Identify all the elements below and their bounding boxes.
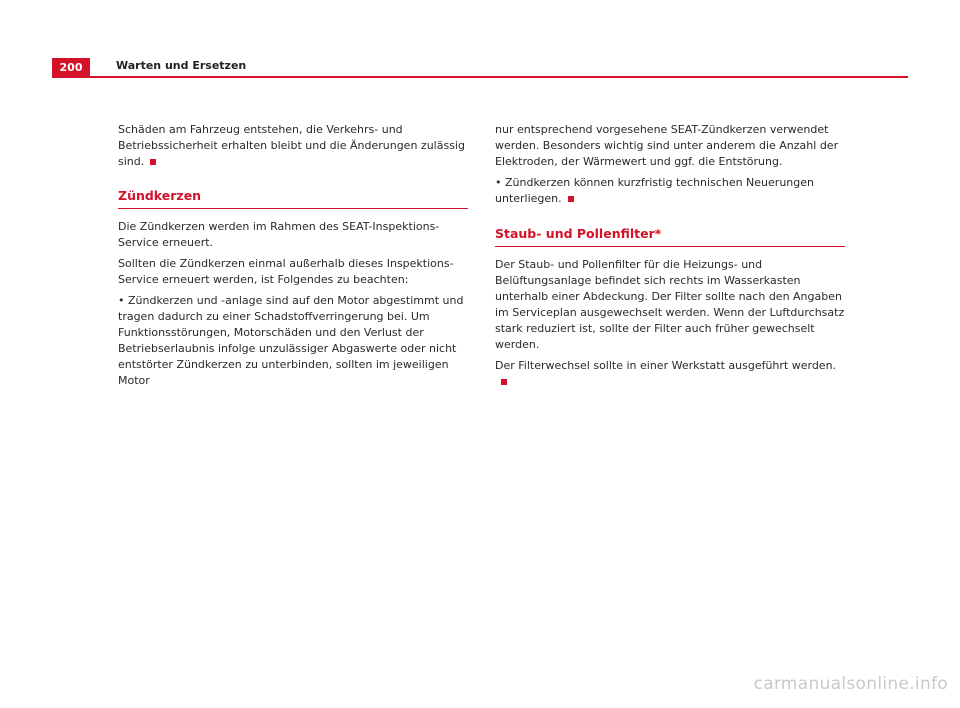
header-rule bbox=[52, 76, 908, 78]
left-column bbox=[118, 122, 468, 394]
pollen-filter-paragraph-1: Der Staub- und Pollenfilter für die Heizungs- und Belüftungsanlage befindet sich rechts im Wasserkasten unterhalb einer Abdeckung. Der Filter sollte nach den Angaben im Serviceplan ausgewechselt werden. Wenn der Luftdurchsatz stark reduziert ist, sollte der Filter auch früher gewechselt werden. bbox=[495, 258, 845, 351]
end-mark-icon bbox=[568, 196, 574, 202]
section-pollen-filter bbox=[495, 226, 845, 390]
page-number: 200 bbox=[52, 58, 90, 77]
spark-plugs-paragraph-1: Die Zündkerzen werden im Rahmen des SEAT-Inspektions-Service erneuert. bbox=[118, 220, 440, 249]
watermark: carmanualsonline.info bbox=[753, 674, 948, 694]
intro-paragraph: Schäden am Fahrzeug entstehen, die Verkehrs- und Betriebssicherheit erhalten bleibt und die Änderungen zulässig sind. bbox=[118, 123, 465, 168]
spark-plugs-continuation: nur entsprechend vorgesehene SEAT-Zündkerzen verwendet werden. Besonders wichtig sind unter anderem die Anzahl der Elektroden, der Wärmewert und ggf. die Entstörung. bbox=[495, 123, 839, 168]
spark-plugs-bullet-1: • Zündkerzen und -anlage sind auf den Motor abgestimmt und tragen dadurch zu einer Schadstoffverringerung bei. Um Funktionsstörungen, Motorschäden und den Verlust der Betriebserlaubnis infolge unzulässiger Abgaswerte oder nicht entstörter Zündkerzen zu unterbinden, sollten im jeweiligen Motor bbox=[118, 294, 464, 387]
chapter-title: Warten und Ersetzen bbox=[116, 59, 247, 72]
right-column bbox=[495, 122, 845, 395]
section-spark-plugs bbox=[118, 188, 468, 389]
pollen-filter-paragraph-2: Der Filterwechsel sollte in einer Werkstatt ausgeführt werden. bbox=[495, 358, 845, 390]
end-mark-icon bbox=[150, 159, 156, 165]
spark-plugs-bullet-2: • Zündkerzen können kurzfristig technischen Neuerungen unterliegen. bbox=[495, 176, 814, 205]
section-title-spark-plugs: Zündkerzen bbox=[118, 188, 468, 209]
section-title-pollen-filter: Staub- und Pollenfilter* bbox=[495, 226, 845, 247]
spark-plugs-paragraph-2: Sollten die Zündkerzen einmal außerhalb dieses Inspektions-Service erneuert werden, ist Folgendes zu beachten: bbox=[118, 257, 454, 286]
page-header bbox=[52, 58, 908, 77]
end-mark-icon bbox=[501, 379, 507, 385]
